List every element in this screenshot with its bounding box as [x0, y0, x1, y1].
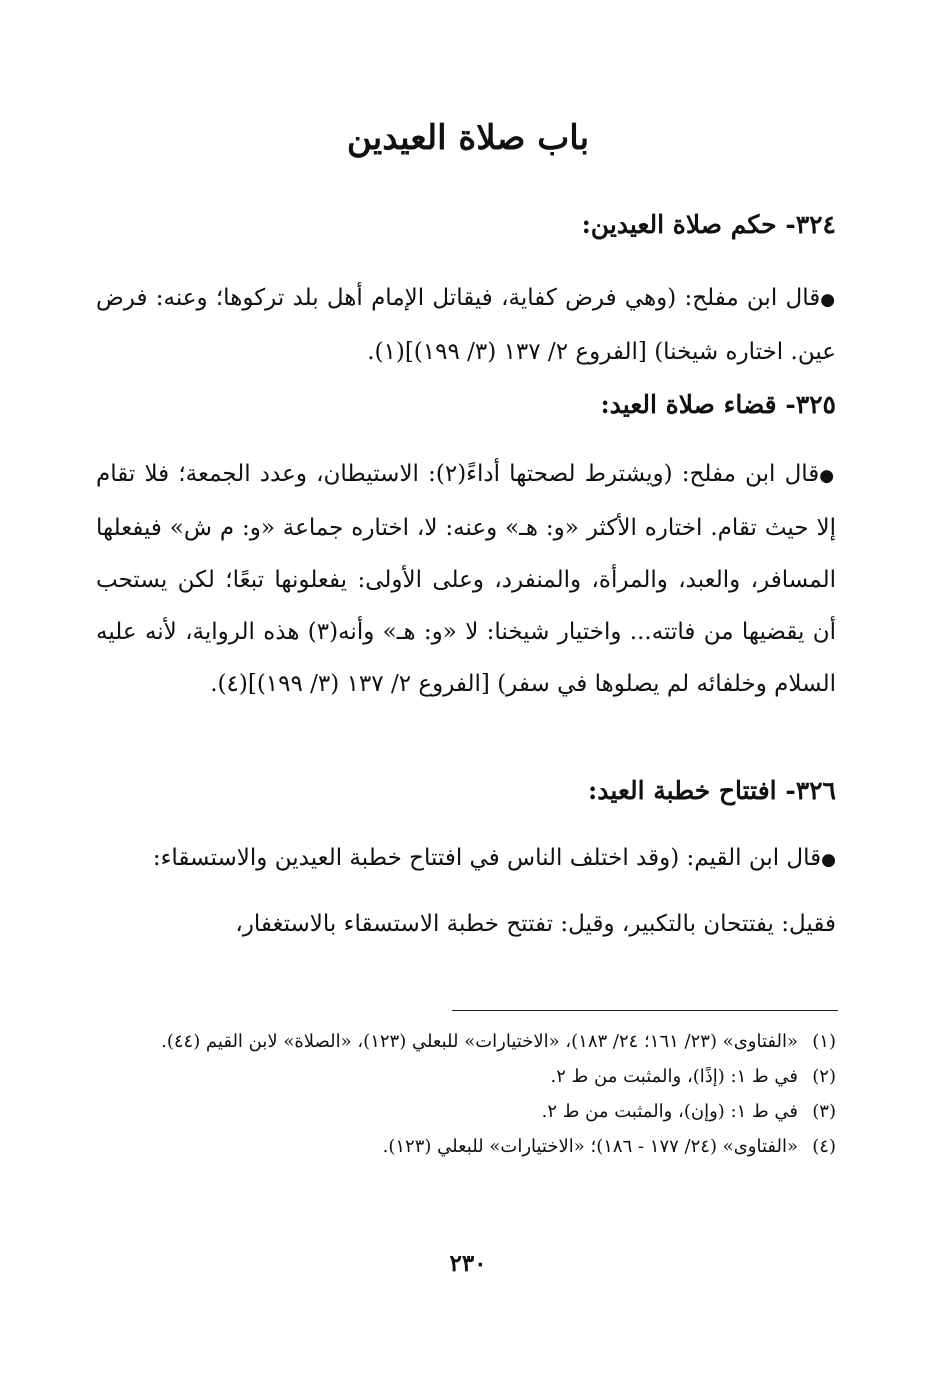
paragraph-text: قال ابن القيم: (وقد اختلف الناس في افتتاح خطبة العيدين والاستسقاء: — [152, 845, 822, 871]
bullet-icon: ● — [820, 290, 836, 310]
section-body-325 — [96, 448, 836, 710]
footnote-text: «الفتاوى» (٢٣/ ١٦١؛ ٢٤/ ١٨٣)، «الاختيارات» للبعلي (١٢٣)، «الصلاة» لابن القيم (٤٤). — [161, 1031, 798, 1052]
page-number: ٢٣٠ — [449, 1250, 487, 1277]
section-body-324 — [96, 272, 836, 378]
paragraph-text: قال ابن مفلح: (وهي فرض كفاية، فيقاتل الإمام أهل بلد تركوها؛ وعنه: فرض عين. اختاره شيخنا) [الفروع ٢/ ١٣٧ (٣/ ١٩٩)](١). — [96, 285, 836, 365]
footnote-number: (٤) — [812, 1136, 836, 1157]
footnote-number: (٢) — [812, 1066, 836, 1087]
bullet-icon: ● — [821, 850, 836, 870]
footnote-1 — [96, 1024, 836, 1059]
footnote-4 — [96, 1129, 836, 1164]
footnote-text: «الفتاوى» (٢٤/ ١٧٧ - ١٨٦)؛ «الاختيارات» للبعلي (١٢٣). — [382, 1136, 798, 1157]
footnote-3 — [96, 1094, 836, 1129]
chapter-title: باب صلاة العيدين — [346, 118, 590, 158]
section-heading-325: ٣٢٥- قضاء صلاة العيد: — [600, 390, 836, 419]
footnotes — [96, 1024, 836, 1164]
section-heading-324: ٣٢٤- حكم صلاة العيدين: — [581, 210, 836, 239]
bullet-icon: ● — [819, 466, 836, 486]
section-body-326 — [96, 832, 836, 950]
paragraph-text: قال ابن مفلح: (ويشترط لصحتها أداءً(٢): الاستيطان، وعدد الجمعة؛ فلا تقام إلا حيث تقام. اختاره الأكثر «و: هـ» وعنه: لا، اختاره جماعة «و: م ش» فيفعلها المسافر، والعبد، والمرأة، والمنفرد، وعلى الأولى: يفعلونها تبعًا؛ لكن يستحب أن يقضيها من فاتته... واختيار شيخنا: لا «و: هـ» وأنه(٣) هذه الرواية، لأنه عليه السلام وخلفائه لم يصلوها في سفر) [الفروع ٢/ ١٣٧ (٣/ ١٩٩)](٤). — [96, 461, 837, 697]
footnote-number: (٣) — [812, 1101, 836, 1122]
section-heading-326: ٣٢٦- افتتاح خطبة العيد: — [588, 776, 836, 805]
footnote-number: (١) — [812, 1031, 836, 1052]
footnote-2 — [96, 1059, 836, 1094]
paragraph-continuation: فقيل: يفتتحان بالتكبير، وقيل: تفتتح خطبة الاستسقاء بالاستغفار، — [235, 911, 836, 937]
paragraph — [96, 448, 836, 710]
footnote-text: في ط ١: (إذًا)، والمثبت من ط ٢. — [550, 1066, 798, 1087]
paragraph — [96, 832, 836, 886]
footnote-text: في ط ١: (وإن)، والمثبت من ط ٢. — [541, 1101, 798, 1122]
paragraph — [96, 272, 836, 378]
footnote-divider — [452, 1010, 838, 1011]
